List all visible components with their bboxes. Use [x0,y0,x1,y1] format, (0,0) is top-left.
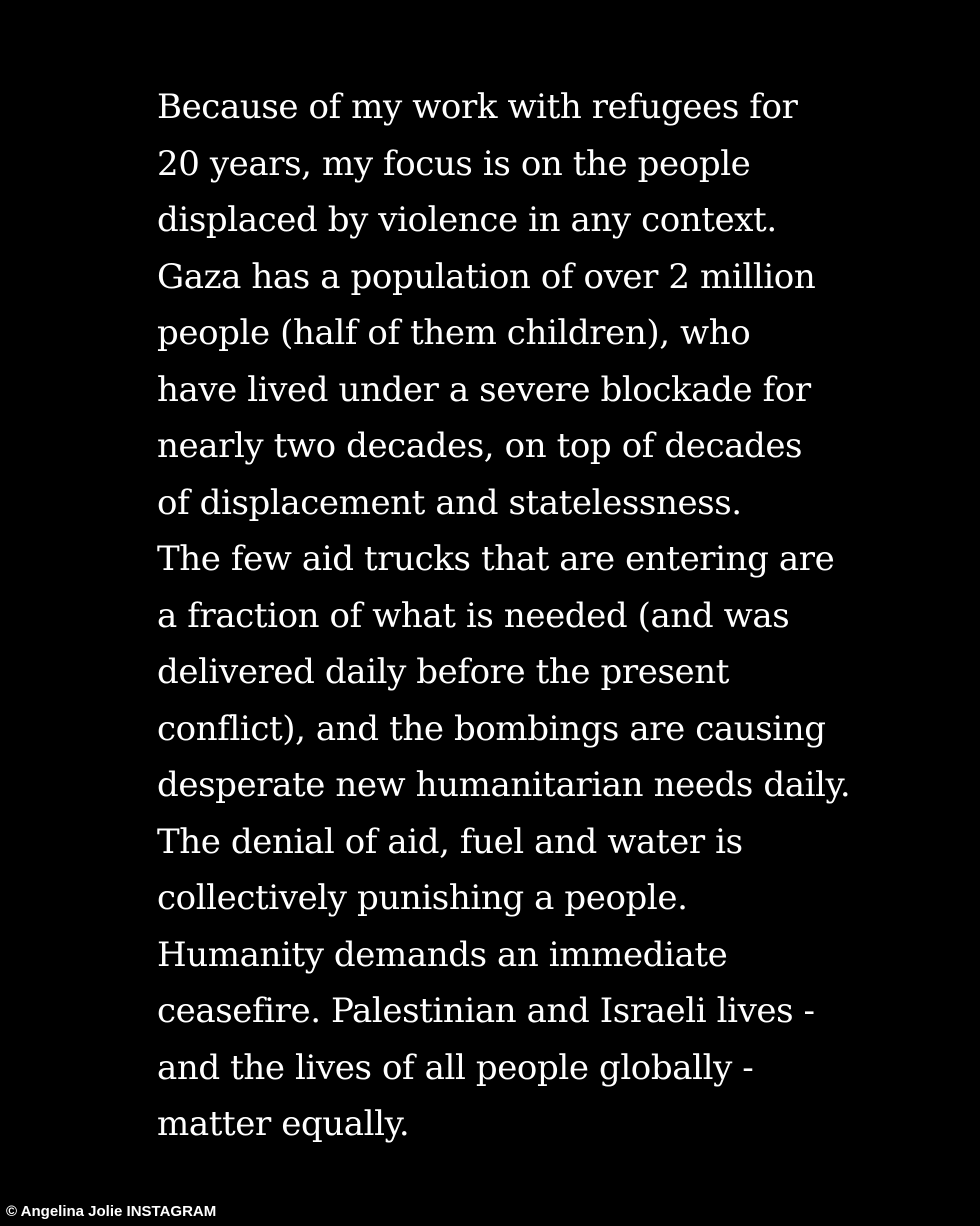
statement-line: matter equally. [157,1104,410,1144]
statement-line: Because of my work with refugees for [157,87,798,127]
statement-line: ceasefire. Palestinian and Israeli lives - [157,991,815,1031]
photo-credit: © Angelina Jolie INSTAGRAM [6,1203,217,1220]
statement-text [157,82,957,1156]
statement-line: have lived under a severe blockade for [157,369,811,410]
statement-line: Humanity demands an immediate [157,934,728,975]
statement-line: of displacement and statelessness. [157,482,742,523]
statement-line: delivered daily before the present [157,652,729,692]
statement-line: desperate new humanitarian needs daily. [157,765,851,805]
statement-line: and the lives of all people globally - [157,1047,754,1088]
statement-line: displaced by violence in any context. [157,200,777,240]
statement-line: collectively punishing a people. [157,878,688,918]
statement-line: conflict), and the bombings are causing [157,708,826,749]
statement-line: 20 years, my focus is on the people [157,143,751,184]
statement-line: nearly two decades, on top of decades [157,426,803,466]
statement-line: people (half of them children), who [157,313,751,353]
statement-line: a fraction of what is needed (and was [157,595,790,636]
statement-line: The few aid trucks that are entering are [157,539,835,579]
statement-line: Gaza has a population of over 2 million [157,256,816,297]
statement-line: The denial of aid, fuel and water is [157,821,743,862]
